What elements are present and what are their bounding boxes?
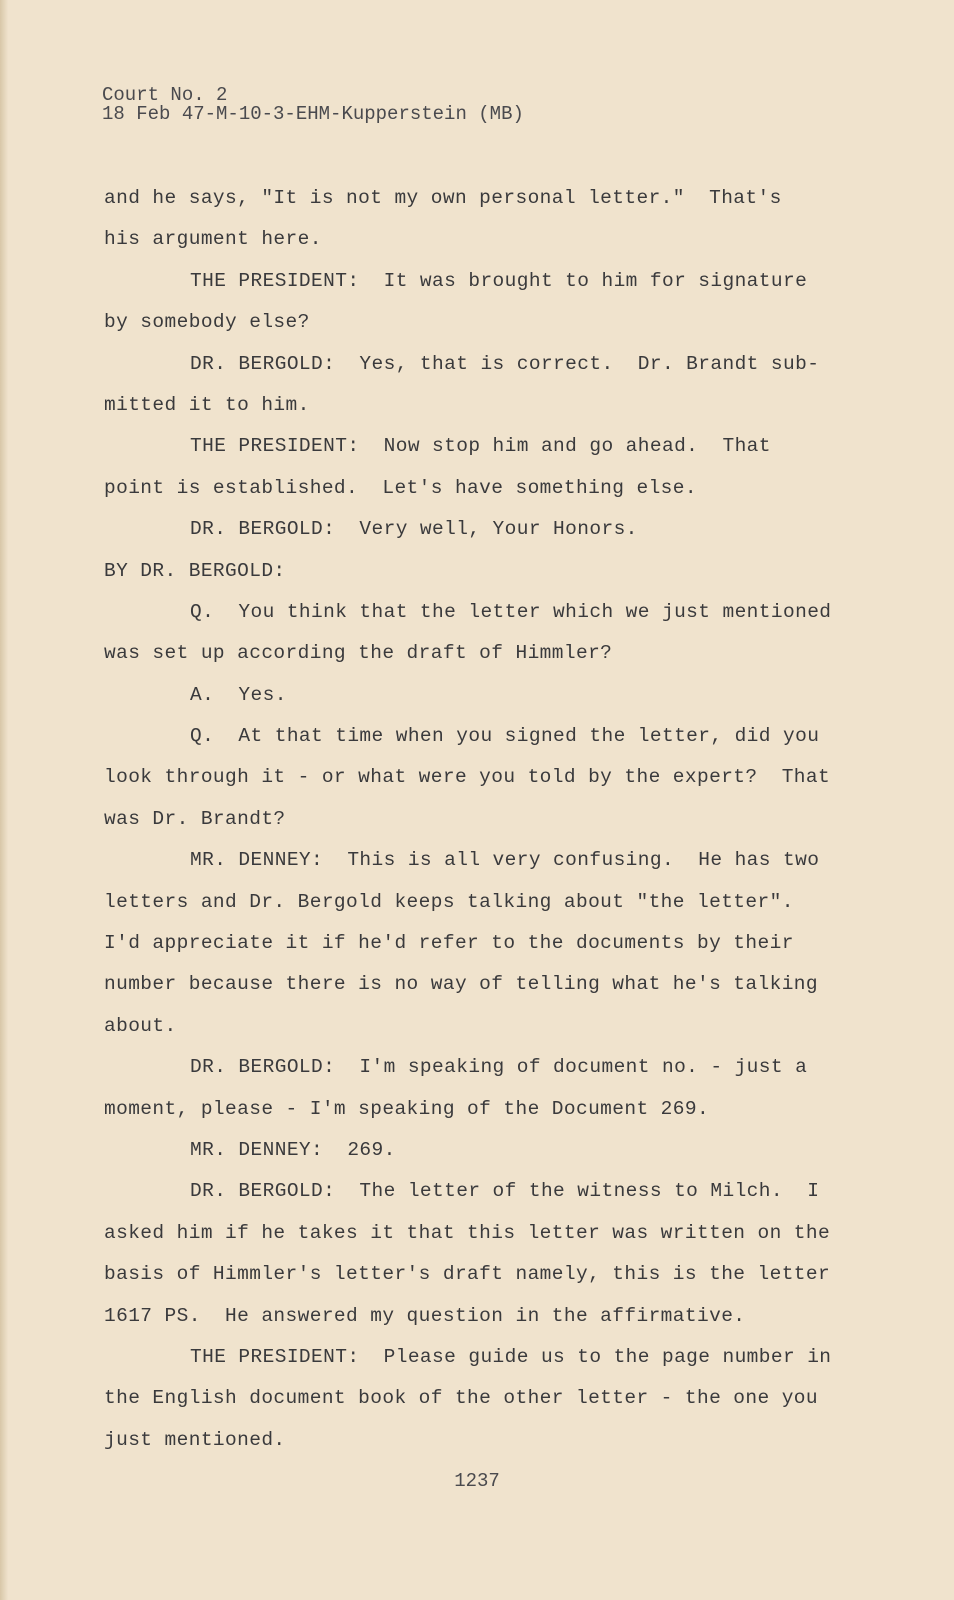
document-header bbox=[102, 86, 524, 124]
transcript-line: look through it - or what were you told by the expert? That bbox=[104, 766, 831, 789]
transcript-line: mitted it to him. bbox=[104, 393, 310, 416]
transcript-body bbox=[104, 178, 874, 1461]
page-number: 1237 bbox=[454, 1470, 500, 1492]
transcript-line: was set up according the draft of Himmler? bbox=[104, 642, 613, 665]
transcript-line: by somebody else? bbox=[104, 311, 310, 334]
transcript-line: Q. At that time when you signed the letter, did you bbox=[190, 725, 820, 748]
court-number: Court No. 2 bbox=[102, 84, 228, 106]
transcript-line: the English document book of the other letter - the one you bbox=[104, 1387, 819, 1410]
transcript-line: DR. BERGOLD: I'm speaking of document no. - just a bbox=[190, 1056, 808, 1079]
transcript-line: number because there is no way of telling what he's talking bbox=[104, 973, 819, 996]
page-edge-shadow bbox=[0, 0, 8, 1600]
transcript-line: was Dr. Brandt? bbox=[104, 807, 286, 830]
session-reference: 18 Feb 47-M-10-3-EHM-Kupperstein (MB) bbox=[102, 103, 524, 125]
transcript-line: asked him if he takes it that this letter was written on the bbox=[104, 1221, 831, 1244]
transcript-line: MR. DENNEY: 269. bbox=[190, 1138, 396, 1161]
transcript-line: THE PRESIDENT: It was brought to him for signature bbox=[190, 269, 808, 292]
transcript-line: Q. You think that the letter which we just mentioned bbox=[190, 600, 832, 623]
transcript-line: 1617 PS. He answered my question in the affirmative. bbox=[104, 1304, 746, 1327]
transcript-line: DR. BERGOLD: The letter of the witness to Milch. I bbox=[190, 1180, 820, 1203]
transcript-line: DR. BERGOLD: Yes, that is correct. Dr. Brandt sub- bbox=[190, 352, 820, 375]
transcript-line: his argument here. bbox=[104, 228, 322, 251]
transcript-line: A. Yes. bbox=[190, 683, 287, 706]
transcript-line: THE PRESIDENT: Now stop him and go ahead. That bbox=[190, 435, 771, 458]
transcript-line: MR. DENNEY: This is all very confusing. He has two bbox=[190, 849, 820, 872]
transcript-line: BY DR. BERGOLD: bbox=[104, 559, 286, 582]
transcript-line: THE PRESIDENT: Please guide us to the page number in bbox=[190, 1345, 832, 1368]
transcript-line: point is established. Let's have something else. bbox=[104, 476, 697, 499]
transcript-line: letters and Dr. Bergold keeps talking about "the letter". bbox=[104, 890, 794, 913]
transcript-line: just mentioned. bbox=[104, 1428, 286, 1451]
transcript-line: and he says, "It is not my own personal letter." That's bbox=[104, 187, 782, 209]
transcript-line: I'd appreciate it if he'd refer to the documents by their bbox=[104, 932, 794, 955]
transcript-line: DR. BERGOLD: Very well, Your Honors. bbox=[190, 518, 638, 541]
transcript-line: basis of Himmler's letter's draft namely, this is the letter bbox=[104, 1263, 831, 1286]
transcript-line: moment, please - I'm speaking of the Document 269. bbox=[104, 1097, 710, 1120]
transcript-line: about. bbox=[104, 1014, 177, 1037]
